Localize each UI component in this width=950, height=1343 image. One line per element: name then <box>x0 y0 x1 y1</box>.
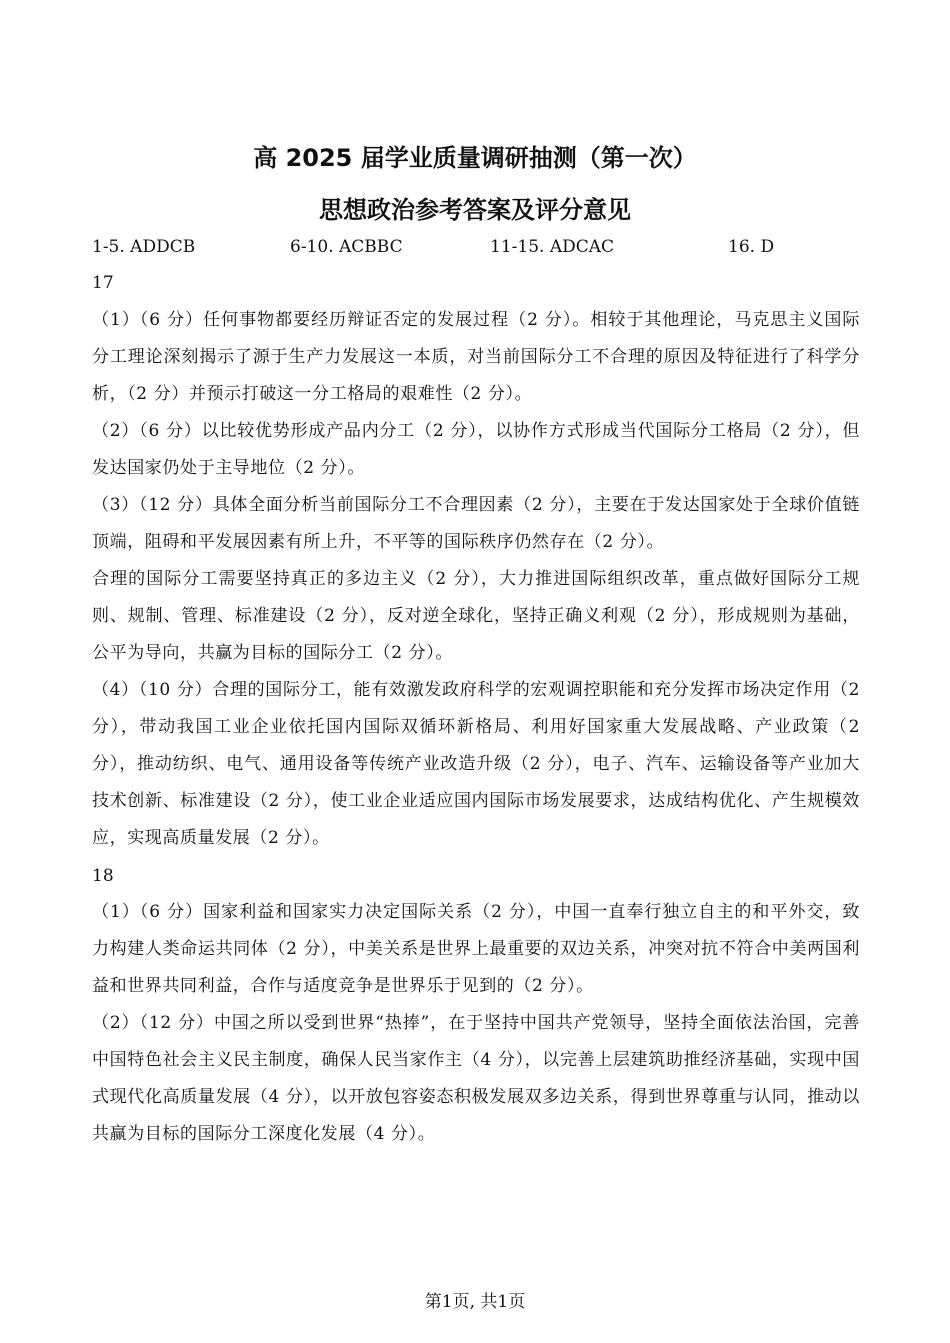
page-number: 第1页, 共1页 <box>424 1292 526 1312</box>
document-title: 高 2025 届学业质量调研抽测（第一次） <box>253 144 697 172</box>
choice-answers <box>92 237 872 261</box>
q17-part1: （1）（6 分）任何事物都要经历辩证否定的发展过程（2 分）。相较于其他理论，马克思主义国际分工理论深刻揭示了源于生产力发展这一本质，对当前国际分工不合理的原因及特征进行了科学分析，（2 分）并预示打破这一分工格局的艰难性（2 分）。 <box>92 310 860 404</box>
answer-group: 1-5. ADDCB <box>92 237 196 257</box>
q17-part3: （3）（12 分）具体全面分析当前国际分工不合理因素（2 分），主要在于发达国家处于全球价值链顶端，阻碍和平发展因素有所上升，不平等的国际秩序仍然存在（2 分）。 <box>92 495 860 552</box>
q17-part4: （4）（10 分）合理的国际分工，能有效激发政府科学的宏观调控职能和充分发挥市场决定作用（2 分），带动我国工业企业依托国内国际双循环新格局、利用好国家重大发展战略、产业政策（2 分），推动纺织、电气、通用设备等传统产业改造升级（2 分），电子、汽车、运输设备等产业加大技术创新、标准建设（2 分），使工业企业适应国内国际市场发展要求，达成结构优化、产生规模效应，实现高质量发展（2 分）。 <box>92 680 860 848</box>
q18-part1: （1）（6 分）国家利益和国家实力决定国际关系（2 分），中国一直奉行独立自主的和平外交，致力构建人类命运共同体（2 分），中美关系是世界上最重要的双边关系，冲突对抗不符合中美两国利益和世界共同利益，合作与适度竞争是世界乐于见到的（2 分）。 <box>92 902 860 996</box>
answer-group: 6-10. ACBBC <box>290 237 403 257</box>
question-17-number: 17 <box>92 273 114 293</box>
q18-part2: （2）（12 分）中国之所以受到世界“热捧”，在于坚持中国共产党领导，坚持全面依法治国，完善中国特色社会主义民主制度，确保人民当家作主（4 分），以完善上层建筑助推经济基础，实现中国式现代化高质量发展（4 分），以开放包容姿态积极发展双多边关系，得到世界尊重与认同，推动以共赢为目标的国际分工深度化发展（4 分）。 <box>92 1013 860 1144</box>
answer-group: 11-15. ADCAC <box>490 237 615 257</box>
answer-group: 16. D <box>728 237 775 257</box>
question-18-number: 18 <box>92 866 114 886</box>
q17-part2: （2）（6 分）以比较优势形成产品内分工（2 分），以协作方式形成当代国际分工格局（2 分），但发达国家仍处于主导地位（2 分）。 <box>92 421 860 478</box>
document-subtitle: 思想政治参考答案及评分意见 <box>319 196 631 224</box>
q17-part3-continued: 合理的国际分工需要坚持真正的多边主义（2 分），大力推进国际组织改革，重点做好国际分工规则、规制、管理、标准建设（2 分），反对逆全球化，坚持正确义利观（2 分），形成规则为基础，公平为导向，共赢为目标的国际分工（2 分）。 <box>92 569 860 663</box>
